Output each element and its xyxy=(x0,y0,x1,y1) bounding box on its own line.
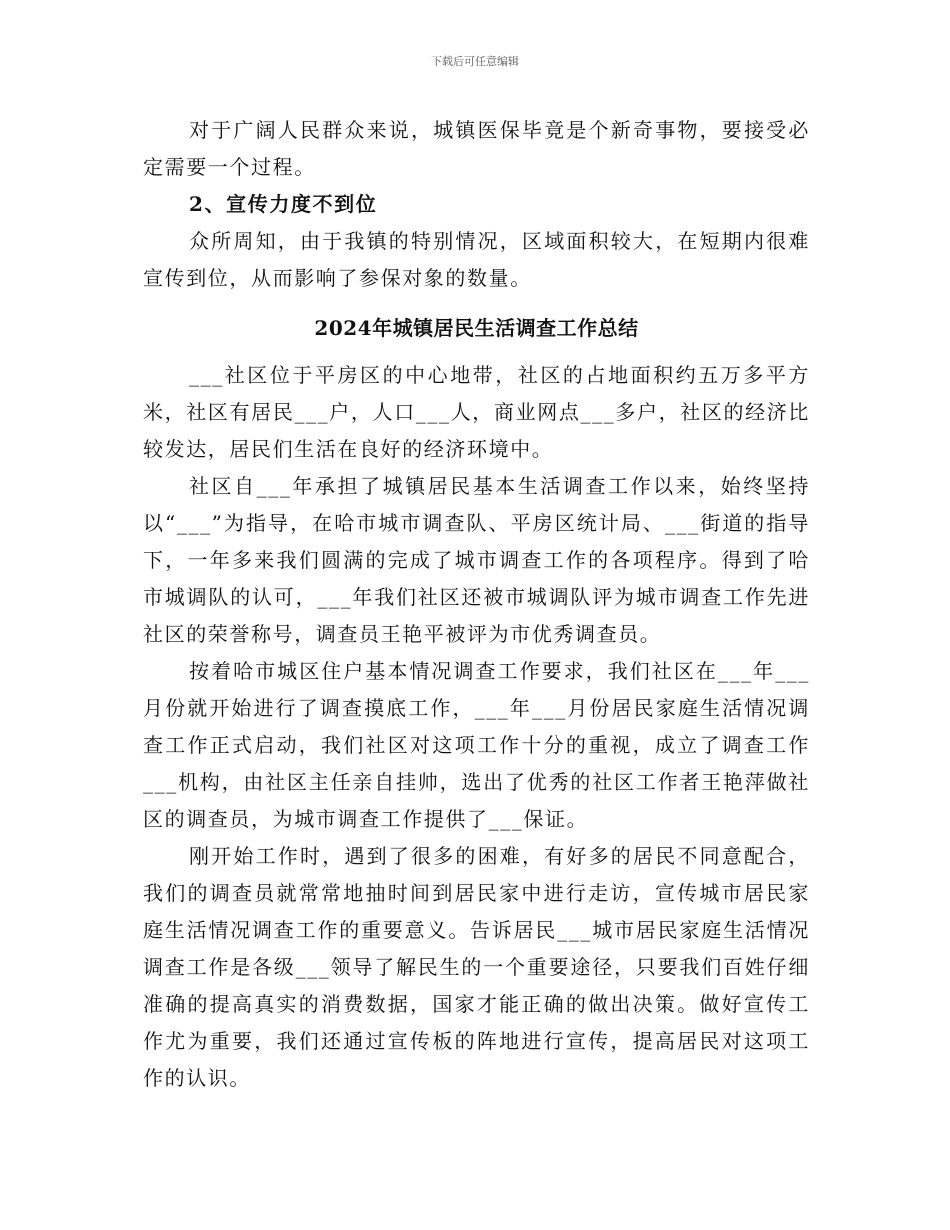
paragraph-3: ___社区位于平房区的中心地带，社区的占地面积约五万多平方米，社区有居民___户，人口___人，商业网点___多户，社区的经济比较发达，居民们生活在良好的经济环境中。 xyxy=(143,363,810,461)
document-body xyxy=(143,112,810,1097)
paragraph-2: 众所周知，由于我镇的特别情况，区域面积较大，在短期内很难宣传到位，从而影响了参保对象的数量。 xyxy=(143,229,810,290)
section-title: 2024年城镇居民生活调查工作总结 xyxy=(314,316,639,340)
paragraph-1: 对于广阔人民群众来说，城镇医保毕竟是个新奇事物，要接受必定需要一个过程。 xyxy=(143,118,810,179)
paragraph-6: 刚开始工作时，遇到了很多的困难，有好多的居民不同意配合，我们的调查员就常常地抽时间到居民家中进行走访，宣传城市居民家庭生活情况调查工作的重要意义。告诉居民___城市居民家庭生活情况调查工作是各级___领导了解民生的一个重要途径，只要我们百姓仔细准确的提高真实的消费数据，国家才能正确的做出决策。做好宣传工作尤为重要，我们还通过宣传板的阵地进行宣传，提高居民对这项工作的认识。 xyxy=(143,844,810,1090)
paragraph-4: 社区自___年承担了城镇居民基本生活调查工作以来，始终坚持以“___”为指导，在哈市城市调查队、平房区统计局、___街道的指导下，一年多来我们圆满的完成了城市调查工作的各项程序。得到了哈市城调队的认可，___年我们社区还被市城调队评为城市调查工作先进社区的荣誉称号，调查员王艳平被评为市优秀调查员。 xyxy=(143,474,810,646)
paragraph-5: 按着哈市城区住户基本情况调查工作要求，我们社区在___年___月份就开始进行了调查摸底工作，___年___月份居民家庭生活情况调查工作正式启动，我们社区对这项工作十分的重视，成立了调查工作___机构，由社区主任亲自挂帅，选出了优秀的社区工作者王艳萍做社区的调查员，为城市调查工作提供了___保证。 xyxy=(143,659,810,831)
subheading: 2、宣传力度不到位 xyxy=(189,192,378,216)
page-header: 下载后可任意编辑 xyxy=(431,55,519,68)
